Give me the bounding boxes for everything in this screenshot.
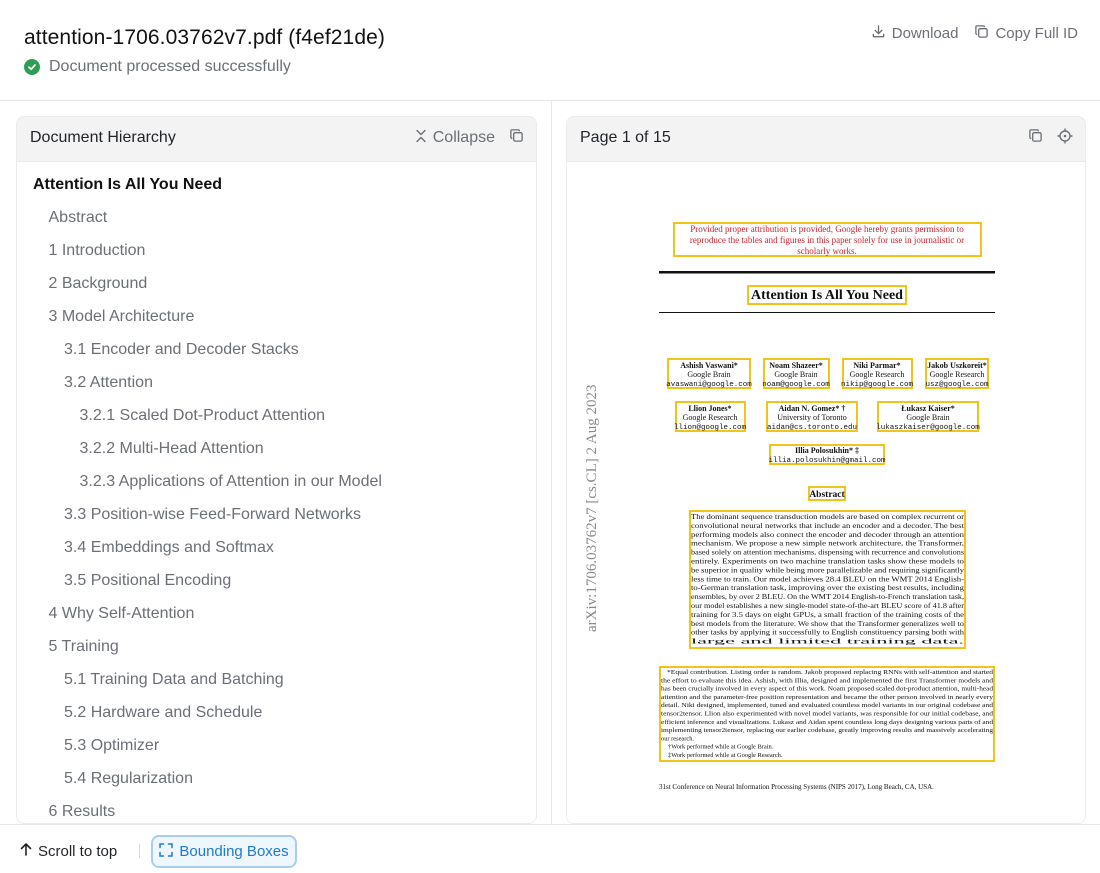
hierarchy-item[interactable]: Abstract (48, 209, 108, 226)
notice-line: scholarly works. (797, 246, 857, 256)
hierarchy-item[interactable]: 3.2.2 Multi-Head Attention (79, 440, 264, 457)
pdf-page (567, 162, 1086, 824)
abstract-line: other tasks by applying it successfully to English constituency parsing both with (691, 627, 965, 637)
abstract-line: convolutional neural networks that include an encoder and a decoder. The best (691, 520, 966, 530)
processing-status (24, 58, 291, 76)
bounding-box-icon (159, 843, 173, 861)
page-indicator: Page 1 of 15 (580, 129, 671, 146)
footnote-line: has been crucially involved in every aspect of this work. Noam proposed scaled dot-product attention, multi-head (661, 685, 994, 693)
document-title: attention-1706.03762v7.pdf (f4ef21de) (24, 26, 385, 49)
author-email: avaswani@google.com (666, 381, 752, 389)
author-block[interactable] (767, 402, 857, 432)
author-name: Noam Shazeer* (769, 361, 823, 370)
download-icon (871, 24, 886, 43)
footnote-line: attention and the parameter-free position representation and became the other person involved in nearly every (661, 693, 994, 701)
notice-line: reproduce the tables and figures in this paper solely for use in journalistic or (689, 235, 965, 245)
author-affiliation: Google Brain (906, 413, 950, 422)
abstract-line: based solely on attention mechanisms, dispensing with recurrence and convolutions (691, 547, 965, 557)
abstract-line: training for 3.5 days on eight GPUs, a small fraction of the training costs of the (691, 609, 965, 619)
hierarchy-item[interactable]: 3.2.1 Scaled Dot-Product Attention (79, 407, 325, 424)
hierarchy-item[interactable]: 3.3 Position-wise Feed-Forward Networks (64, 506, 361, 523)
arxiv-stamp: arXiv:1706.03762v7 [cs.CL] 2 Aug 2023 (584, 384, 600, 632)
download-button[interactable] (871, 22, 959, 44)
hierarchy-item[interactable]: 5.1 Training Data and Batching (64, 671, 284, 688)
status-text: Document processed successfully (49, 58, 291, 75)
author-name: Illia Polosukhin* ‡ (794, 446, 860, 455)
document-hierarchy-panel (16, 116, 537, 824)
author-block[interactable] (674, 402, 747, 432)
author-affiliation: Google Brain (774, 370, 818, 379)
copy-icon (509, 128, 524, 148)
author-name: Llion Jones* (688, 404, 732, 413)
hierarchy-item[interactable]: 5.4 Regularization (64, 770, 193, 787)
author-name: Niki Parmar* (853, 361, 901, 370)
abstract-line: entirely. Experiments on two machine translation tasks show these models to (691, 556, 965, 566)
footnote-line: ‡Work performed while at Google Research. (668, 752, 783, 759)
footnote-line: our research. (661, 735, 694, 743)
author-email: illia.polosukhin@gmail.com (768, 457, 886, 465)
author-email: usz@google.com (925, 381, 989, 389)
author-block[interactable] (876, 402, 980, 432)
hierarchy-item[interactable]: 3.1 Encoder and Decoder Stacks (64, 341, 299, 358)
hierarchy-item[interactable]: 5.2 Hardware and Schedule (64, 704, 263, 721)
author-email: noam@google.com (762, 381, 830, 389)
abstract-line: mechanism. We propose a new simple network architecture, the Transformer, (691, 538, 965, 548)
author-email: llion@google.com (673, 424, 747, 432)
crosshair-icon (1057, 128, 1073, 149)
footnote-line: the effort to evaluate this idea. Ashish, with Illia, designed and implemented the first Transformer models and (661, 677, 994, 685)
copy-icon (974, 24, 989, 43)
copy-page-button[interactable] (1028, 128, 1043, 148)
author-affiliation: University of Toronto (777, 413, 847, 422)
footnote-line: *Equal contribution. Listing order is random. Jakob proposed replacing RNNs with self-attention and started (667, 669, 994, 676)
copy-full-id-label: Copy Full ID (995, 24, 1078, 42)
viewer-panel-header (567, 117, 1085, 159)
abstract-line: performing models also connect the encoder and decoder through an attention (691, 529, 965, 539)
hierarchy-item[interactable]: 3.2 Attention (64, 374, 153, 391)
hierarchy-item[interactable]: 5 Training (48, 638, 119, 655)
collapse-label: Collapse (432, 129, 495, 146)
check-circle-icon (24, 59, 40, 75)
title-rule-bottom (659, 312, 995, 313)
title-rule-top (659, 271, 995, 274)
scroll-to-top-button[interactable] (20, 842, 117, 860)
copy-full-id-button[interactable] (974, 22, 1078, 44)
hierarchy-item[interactable]: Attention Is All You Need (33, 176, 223, 193)
footnotes (661, 669, 994, 759)
paper-title: Attention Is All You Need (751, 288, 903, 303)
author-block[interactable] (762, 359, 830, 389)
abstract-line: best models from the literature. We show that the Transformer generalizes well to (691, 618, 965, 628)
pdf-page-canvas[interactable] (567, 161, 1086, 824)
notice-line: Provided proper attribution is provided, Google hereby grants permission to (690, 224, 964, 234)
hierarchy-item[interactable]: 5.3 Optimizer (64, 737, 160, 754)
author-affiliation: Google Brain (687, 370, 731, 379)
abstract-line: ensembles, by over 2 BLEU. On the WMT 2014 English-to-French translation task, (691, 592, 965, 602)
hierarchy-item[interactable]: 3.5 Positional Encoding (64, 572, 232, 589)
scroll-to-top-label: Scroll to top (38, 842, 118, 860)
bounding-boxes-label: Bounding Boxes (179, 843, 289, 860)
page-viewer-panel (566, 116, 1086, 824)
author-name: Aidan N. Gomez* † (778, 404, 846, 413)
footer-toolbar (0, 824, 1100, 873)
author-name: Jakob Uszkoreit* (927, 361, 987, 370)
conference-line: 31st Conference on Neural Information Processing Systems (NIPS 2017), Long Beach, CA, USA. (659, 783, 934, 791)
author-email: lukaszkaiser@google.com (876, 424, 980, 432)
hierarchy-item[interactable]: 3.2.3 Applications of Attention in our Model (79, 473, 382, 490)
author-affiliation: Google Research (929, 370, 985, 379)
abstract-line: large and limited training data. (691, 636, 965, 646)
hierarchy-item[interactable]: 2 Background (48, 275, 148, 292)
author-block[interactable] (925, 359, 989, 389)
panel-divider[interactable] (551, 101, 552, 824)
abstract-heading: Abstract (809, 490, 845, 500)
header-actions (871, 22, 1078, 44)
author-affiliation: Google Research (682, 413, 738, 422)
footnote-line: tensor2tensor. Llion also experimented with novel model variants, was responsible for our initial codebase, and (661, 710, 994, 718)
author-name: Ashish Vaswani* (680, 361, 738, 370)
locate-button[interactable] (1057, 128, 1073, 149)
copy-icon (1028, 128, 1043, 148)
abstract-body (691, 512, 965, 646)
footnote-line: implementing tensor2tensor, replacing our earlier codebase, greatly improving results and massively accelerating (661, 727, 994, 735)
author-block[interactable] (841, 359, 914, 389)
footnote-line: efficient inference and visualizations. Lukasz and Aidan spent countless long days designing various parts of and (661, 718, 994, 726)
author-affiliation: Google Research (849, 370, 905, 379)
author-email: aidan@cs.toronto.edu (766, 424, 858, 432)
footnote-line: detail. Niki designed, implemented, tuned and evaluated countless model variants in our original codebase and (661, 702, 994, 710)
copy-hierarchy-button[interactable] (509, 128, 524, 148)
hierarchy-item[interactable]: 3.4 Embeddings and Softmax (64, 539, 274, 556)
abstract-line: The dominant sequence transduction models are based on complex recurrent or (691, 512, 965, 521)
abstract-line: to-German translation task, improving over the existing best results, including (691, 583, 965, 593)
document-header (0, 0, 1100, 101)
hierarchy-tree (17, 161, 537, 824)
abstract-line: our model establishes a new single-model state-of-the-art BLEU score of 41.8 after (691, 601, 965, 610)
hierarchy-item[interactable]: 4 Why Self-Attention (48, 605, 195, 622)
author-block[interactable] (768, 445, 886, 465)
bounding-boxes-toggle[interactable] (151, 835, 297, 868)
author-email: nikip@google.com (840, 381, 914, 389)
abstract-line: less time to train. Our model achieves 28.4 BLEU on the WMT 2014 English- (691, 574, 965, 584)
collapse-icon (415, 129, 427, 148)
hierarchy-item[interactable]: 3 Model Architecture (48, 308, 195, 325)
hierarchy-panel-title: Document Hierarchy (30, 129, 176, 146)
footer-separator (139, 844, 140, 858)
arrow-up-icon (20, 842, 32, 860)
collapse-button[interactable] (415, 129, 495, 148)
author-block[interactable] (666, 359, 752, 389)
hierarchy-item[interactable]: 6 Results (48, 803, 116, 820)
download-label: Download (891, 24, 959, 42)
hierarchy-item[interactable]: 1 Introduction (48, 242, 146, 259)
abstract-line: be superior in quality while being more parallelizable and requiring significantly (691, 565, 965, 575)
author-name: Łukasz Kaiser* (901, 404, 955, 413)
hierarchy-panel-header (17, 117, 536, 159)
footnote-line: †Work performed while at Google Brain. (668, 743, 774, 751)
